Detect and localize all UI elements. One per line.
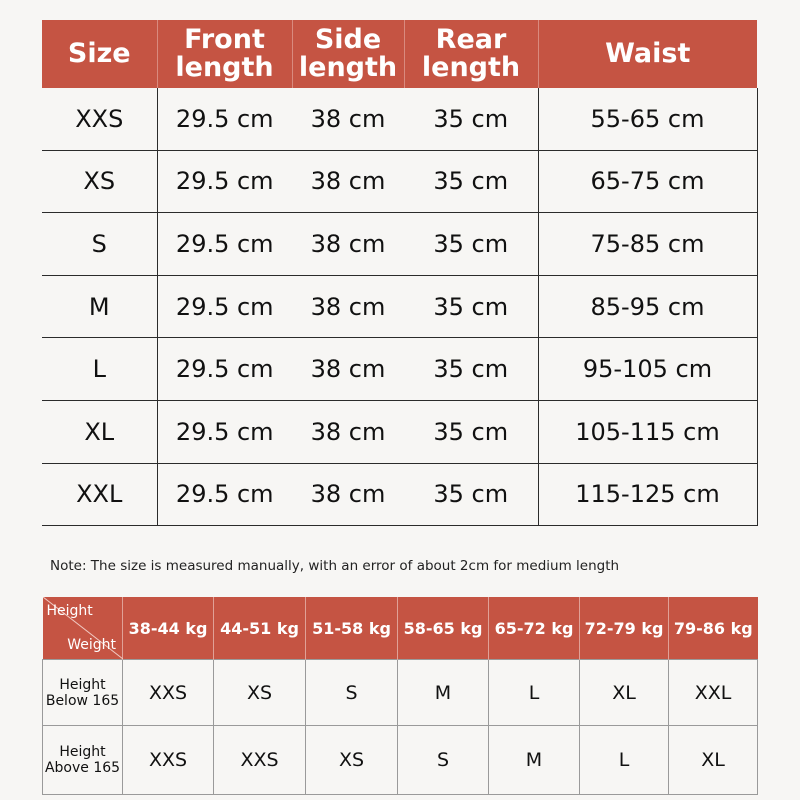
weight-range-header: 58-65 kg — [398, 597, 489, 660]
cell-side-length: 38 cm — [292, 400, 404, 463]
cell-waist: 65-75 cm — [538, 150, 757, 213]
cell-rear-length: 35 cm — [404, 213, 538, 276]
recommended-size-cell: XS — [214, 660, 306, 726]
recommended-size-cell: S — [398, 726, 489, 795]
size-row — [42, 463, 757, 526]
cell-front-length: 29.5 cm — [157, 88, 292, 150]
weight-height-size-table — [42, 597, 758, 795]
cell-size: M — [42, 275, 157, 338]
header-size-label: Size — [67, 38, 131, 69]
weight-range-header: 72-79 kg — [580, 597, 669, 660]
cell-front-length: 29.5 cm — [157, 338, 292, 401]
height-row — [43, 726, 758, 795]
header-side-label-2: length — [298, 52, 398, 83]
cell-side-length: 38 cm — [292, 88, 404, 150]
recommended-size-cell: XL — [580, 660, 669, 726]
corner-weight-label: Weight — [67, 637, 116, 653]
height-row-label — [43, 660, 123, 726]
header-waist-label: Waist — [605, 38, 691, 69]
size-row — [42, 150, 757, 213]
header-rear-label-1: Rear — [435, 24, 507, 55]
size-row — [42, 88, 757, 150]
cell-waist: 95-105 cm — [538, 338, 757, 401]
cell-side-length: 38 cm — [292, 213, 404, 276]
weight-range-header: 38-44 kg — [123, 597, 214, 660]
cell-size: S — [42, 213, 157, 276]
cell-waist: 115-125 cm — [538, 463, 757, 526]
size-row — [42, 213, 757, 276]
size-chart-header-row — [42, 20, 757, 88]
cell-rear-length: 35 cm — [404, 463, 538, 526]
recommended-size-cell: XXS — [214, 726, 306, 795]
cell-rear-length: 35 cm — [404, 150, 538, 213]
size-row — [42, 275, 757, 338]
cell-front-length: 29.5 cm — [157, 150, 292, 213]
cell-front-length: 29.5 cm — [157, 463, 292, 526]
height-row-label-line1: Height — [59, 676, 106, 693]
cell-side-length: 38 cm — [292, 150, 404, 213]
height-row-label-line2: Above 165 — [44, 760, 121, 776]
size-row — [42, 338, 757, 401]
recommended-size-cell: XS — [306, 726, 398, 795]
cell-waist: 105-115 cm — [538, 400, 757, 463]
weight-range-header: 51-58 kg — [306, 597, 398, 660]
cell-side-length: 38 cm — [292, 463, 404, 526]
cell-side-length: 38 cm — [292, 275, 404, 338]
cell-front-length: 29.5 cm — [157, 213, 292, 276]
height-weight-corner-cell — [43, 597, 123, 660]
recommended-size-cell: S — [306, 660, 398, 726]
header-size — [42, 20, 157, 88]
height-row-label-line1: Height — [59, 744, 106, 760]
recommended-size-cell: L — [489, 660, 580, 726]
size-chart-table — [42, 20, 758, 526]
cell-side-length: 38 cm — [292, 338, 404, 401]
height-row — [43, 660, 758, 726]
cell-size: L — [42, 338, 157, 401]
weight-range-header: 79-86 kg — [669, 597, 758, 660]
header-rear-label-2: length — [421, 52, 521, 83]
cell-waist: 55-65 cm — [538, 88, 757, 150]
cell-waist: 85-95 cm — [538, 275, 757, 338]
height-row-label — [43, 726, 123, 795]
size-row — [42, 400, 757, 463]
weight-range-header: 44-51 kg — [214, 597, 306, 660]
cell-size: XL — [42, 400, 157, 463]
header-rear-length — [404, 20, 538, 88]
cell-size: XXL — [42, 463, 157, 526]
header-waist — [538, 20, 757, 88]
header-front-length — [157, 20, 292, 88]
cell-front-length: 29.5 cm — [157, 275, 292, 338]
recommended-size-cell: M — [398, 660, 489, 726]
weight-header-row — [43, 597, 758, 660]
measurement-note: Note: The size is measured manually, with an error of about 2cm for medium length — [50, 558, 620, 574]
header-side-label-1: Side — [314, 24, 382, 55]
cell-size: XS — [42, 150, 157, 213]
header-side-length — [292, 20, 404, 88]
cell-rear-length: 35 cm — [404, 88, 538, 150]
weight-range-header: 65-72 kg — [489, 597, 580, 660]
recommended-size-cell: M — [489, 726, 580, 795]
recommended-size-cell: L — [580, 726, 669, 795]
cell-rear-length: 35 cm — [404, 275, 538, 338]
cell-waist: 75-85 cm — [538, 213, 757, 276]
recommended-size-cell: XXL — [669, 660, 758, 726]
corner-height-label: Height — [46, 603, 93, 619]
header-front-label-2: length — [175, 52, 274, 83]
header-front-label-1: Front — [184, 24, 265, 55]
height-row-label-line2: Below 165 — [45, 692, 120, 709]
cell-size: XXS — [42, 88, 157, 150]
cell-rear-length: 35 cm — [404, 400, 538, 463]
recommended-size-cell: XL — [669, 726, 758, 795]
recommended-size-cell: XXS — [123, 726, 214, 795]
recommended-size-cell: XXS — [123, 660, 214, 726]
cell-rear-length: 35 cm — [404, 338, 538, 401]
cell-front-length: 29.5 cm — [157, 400, 292, 463]
